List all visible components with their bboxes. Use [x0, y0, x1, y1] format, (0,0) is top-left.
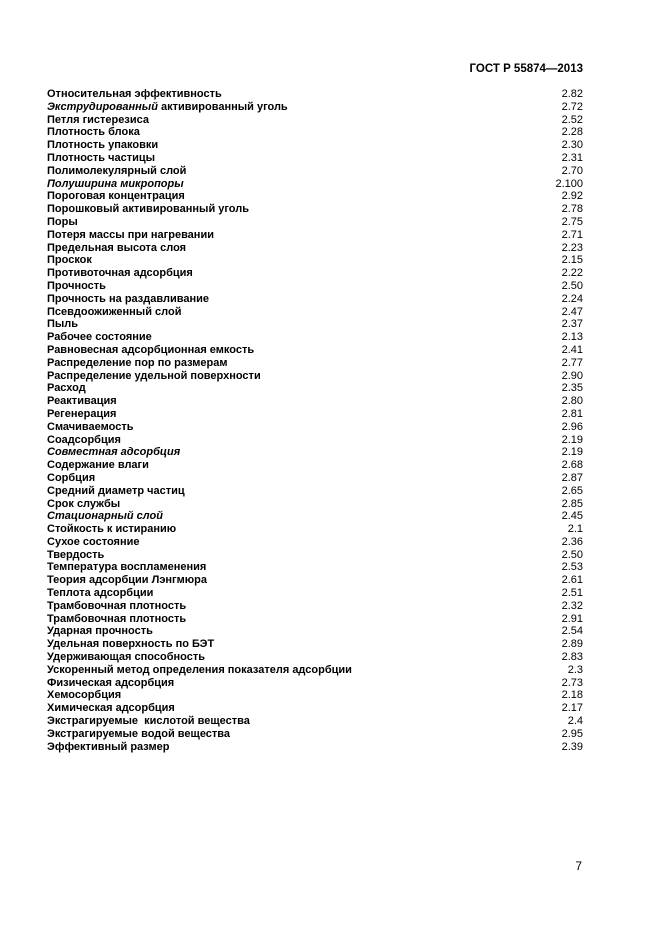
- index-ref-number: 2.92: [561, 190, 583, 203]
- index-ref-number: 2.19: [561, 446, 583, 459]
- index-term: [47, 421, 133, 434]
- index-ref-number: 2.50: [561, 279, 583, 292]
- index-term: [47, 331, 152, 344]
- index-term-text: Предельная высота слоя: [47, 241, 187, 254]
- index-entry: [47, 434, 583, 447]
- index-term-text: Пороговая концентрация: [47, 190, 185, 203]
- index-ref-number: 2.68: [561, 459, 583, 472]
- index-term: [47, 689, 121, 702]
- index-term-text: Содержание влаги: [47, 459, 149, 472]
- index-term-text: Распределение пор по размерам: [47, 356, 228, 369]
- index-entry: [47, 638, 583, 651]
- index-term: [47, 101, 288, 114]
- index-entry: [47, 561, 583, 574]
- index-term: [47, 229, 214, 242]
- index-term: [47, 434, 121, 447]
- index-ref-number: 2.100: [555, 177, 583, 190]
- index-term-text: Физическая адсорбция: [47, 676, 175, 689]
- index-entry: [47, 344, 583, 357]
- index-term-text: Трамбовочная плотность: [47, 612, 187, 625]
- index-term-text: Прочность на раздавливание: [47, 292, 209, 305]
- index-term: [47, 549, 104, 562]
- index-term-text: Распределение удельной поверхности: [47, 369, 261, 382]
- index-entry: [47, 280, 583, 293]
- index-entry: [47, 600, 583, 613]
- index-term: [47, 254, 92, 267]
- index-entry: [47, 178, 583, 191]
- index-term-text: Срок службы: [47, 497, 121, 510]
- index-entry: [47, 574, 583, 587]
- index-entry: [47, 306, 583, 319]
- index-entry: [47, 408, 583, 421]
- index-entry: [47, 267, 583, 280]
- index-entry: [47, 216, 583, 229]
- index-term: [47, 88, 222, 101]
- index-term: [47, 485, 185, 498]
- index-term: [47, 523, 176, 536]
- index-ref-number: 2.89: [561, 638, 583, 651]
- index-entry: [47, 625, 583, 638]
- index-term: [47, 344, 254, 357]
- index-entry: [47, 651, 583, 664]
- index-term-text: Экстрагируемые водой вещества: [47, 727, 231, 740]
- index-ref-number: 2.81: [561, 407, 583, 420]
- document-code: ГОСТ Р 55874—2013: [469, 63, 583, 75]
- index-term: [47, 318, 78, 331]
- index-term: [47, 498, 120, 511]
- index-entry: [47, 382, 583, 395]
- index-term-text: Ударная прочность: [47, 625, 153, 638]
- index-term: [47, 267, 193, 280]
- index-ref-number: 2.61: [561, 574, 583, 587]
- index-term: [47, 126, 140, 139]
- index-ref-number: 2.95: [561, 727, 583, 740]
- index-term: [47, 139, 158, 152]
- index-term-text: Плотность блока: [47, 126, 140, 139]
- index-term: [47, 677, 174, 690]
- index-entry: [47, 702, 583, 715]
- index-ref-number: 2.73: [561, 676, 583, 689]
- index-term-text: Противоточная адсорбция: [47, 267, 193, 280]
- index-term: [47, 600, 186, 613]
- index-entry: [47, 318, 583, 331]
- index-ref-number: 2.91: [561, 612, 583, 625]
- index-term-text: Ускоренный метод определения показателя адсорбции: [47, 663, 352, 676]
- index-ref-number: 2.72: [561, 100, 583, 113]
- index-ref-number: 2.78: [561, 203, 583, 216]
- index-entry: [47, 536, 583, 549]
- index-ref-number: 2.96: [561, 420, 583, 433]
- index-ref-number: 2.18: [561, 689, 583, 702]
- index-term: [47, 190, 185, 203]
- index-term: [47, 165, 186, 178]
- index-term-text: Хемосорбция: [47, 689, 122, 702]
- index-entry: [47, 446, 583, 459]
- index-term-text: Полимолекулярный слой: [47, 164, 187, 177]
- index-term-text: Рабочее состояние: [47, 331, 152, 344]
- index-term: [47, 395, 117, 408]
- index-term-text: Трамбовочная плотность: [47, 599, 187, 612]
- index-entry: [47, 523, 583, 536]
- index-entry: [47, 229, 583, 242]
- index-entry: [47, 485, 583, 498]
- index-term: [47, 382, 86, 395]
- index-term: [47, 587, 153, 600]
- index-term-text: Потеря массы при нагревании: [47, 228, 214, 241]
- index-term: [47, 408, 116, 421]
- index-term-text: Стойкость к истиранию: [47, 523, 177, 536]
- index-entry: [47, 357, 583, 370]
- index-term-text: Плотность упаковки: [47, 139, 159, 152]
- index-entry: [47, 613, 583, 626]
- index-entry: [47, 254, 583, 267]
- index-term: [47, 638, 214, 651]
- index-term: [47, 178, 184, 191]
- index-term: [47, 114, 149, 127]
- index-entry: [47, 370, 583, 383]
- index-ref-number: 2.82: [561, 88, 583, 100]
- index-entry: [47, 472, 583, 485]
- index-ref-number: 2.22: [561, 267, 583, 280]
- index-ref-number: 2.54: [561, 625, 583, 638]
- index-ref-number: 2.37: [561, 318, 583, 331]
- index-entry: [47, 88, 583, 101]
- index-term: [47, 459, 149, 472]
- index-entry: [47, 331, 583, 344]
- index-entry: [47, 587, 583, 600]
- index-term-text: Твердость: [47, 548, 105, 561]
- index-ref-number: 2.80: [561, 395, 583, 408]
- index-ref-number: 2.4: [567, 715, 583, 728]
- index-term-text: Химическая адсорбция: [47, 702, 175, 715]
- index-term: [47, 625, 153, 638]
- index-ref-number: 2.19: [561, 433, 583, 446]
- index-term-italic: Стационарный слой: [47, 510, 163, 523]
- index-entry: [47, 689, 583, 702]
- index-ref-number: 2.70: [561, 164, 583, 177]
- index-term-text: Сорбция: [47, 471, 96, 484]
- index-entry: [47, 114, 583, 127]
- index-ref-number: 2.52: [561, 113, 583, 126]
- index-term: [47, 203, 249, 216]
- index-term-text: Теория адсорбции Лэнгмюра: [47, 574, 207, 587]
- index-ref-number: 2.32: [561, 599, 583, 612]
- index-entry: [47, 498, 583, 511]
- index-entry: [47, 203, 583, 216]
- index-entry: [47, 101, 583, 114]
- index-ref-number: 2.75: [561, 215, 583, 228]
- index-ref-number: 2.31: [561, 151, 583, 164]
- index-entry: [47, 741, 583, 754]
- index-term-text: Сухое состояние: [47, 535, 140, 548]
- index-entry: [47, 421, 583, 434]
- index-term: [47, 613, 186, 626]
- index-term: [47, 728, 230, 741]
- index-term-text: Теплота адсорбции: [47, 587, 154, 600]
- index-ref-number: 2.83: [561, 651, 583, 664]
- index-entry: [47, 126, 583, 139]
- index-term-text: Смачиваемость: [47, 420, 134, 433]
- index-ref-number: 2.90: [561, 369, 583, 382]
- index-term: [47, 715, 250, 728]
- index-ref-number: 2.39: [561, 740, 583, 753]
- index-term: [47, 664, 352, 677]
- index-term-text: Относительная эффективность: [47, 88, 222, 100]
- index-ref-number: 2.65: [561, 484, 583, 497]
- index-ref-number: 2.45: [561, 510, 583, 523]
- index-term: [47, 306, 181, 319]
- index-term: [47, 216, 78, 229]
- index-ref-number: 2.35: [561, 382, 583, 395]
- index-term: [47, 370, 261, 383]
- index-term-text: Равновесная адсорбционная емкость: [47, 343, 255, 356]
- term-index-list: [47, 88, 583, 753]
- index-term-italic: Совместная адсорбция: [47, 446, 181, 459]
- index-term-text: Соадсорбция: [47, 433, 121, 446]
- index-term-text: Температура воспламенения: [47, 561, 207, 574]
- index-term-text: Удельная поверхность по БЭТ: [47, 638, 215, 651]
- index-ref-number: 2.85: [561, 497, 583, 510]
- index-entry: [47, 152, 583, 165]
- index-ref-number: 2.50: [561, 548, 583, 561]
- index-entry: [47, 165, 583, 178]
- index-term-text: Пыль: [47, 318, 79, 331]
- index-ref-number: 2.23: [561, 241, 583, 254]
- index-entry: [47, 395, 583, 408]
- index-term: [47, 280, 106, 293]
- index-entry: [47, 549, 583, 562]
- index-term-text: Поры: [47, 215, 78, 228]
- index-term-text: активированный уголь: [157, 100, 288, 113]
- index-term-italic: Полуширина микропоры: [47, 177, 184, 190]
- index-term: [47, 242, 186, 255]
- index-ref-number: 2.28: [561, 126, 583, 139]
- index-ref-number: 2.30: [561, 139, 583, 152]
- page-number: 7: [575, 859, 582, 873]
- index-term: [47, 510, 163, 523]
- index-ref-number: 2.77: [561, 356, 583, 369]
- index-term: [47, 574, 207, 587]
- index-entry: [47, 728, 583, 741]
- index-term: [47, 152, 155, 165]
- index-term-text: Псевдоожиженный слой: [47, 305, 182, 318]
- index-term-italic: Экструдированный: [47, 100, 158, 113]
- index-entry: [47, 190, 583, 203]
- index-ref-number: 2.47: [561, 305, 583, 318]
- index-ref-number: 2.13: [561, 331, 583, 344]
- index-term-text: Регенерация: [47, 407, 117, 420]
- index-term-text: Эффективный размер: [47, 740, 170, 753]
- index-ref-number: 2.3: [567, 663, 583, 676]
- index-term-text: Проскок: [47, 254, 92, 267]
- index-term: [47, 293, 209, 306]
- index-entry: [47, 664, 583, 677]
- index-entry: [47, 242, 583, 255]
- index-term: [47, 702, 175, 715]
- index-entry: [47, 715, 583, 728]
- index-ref-number: 2.17: [561, 702, 583, 715]
- index-term-text: Порошковый активированный уголь: [47, 203, 250, 216]
- index-term: [47, 536, 140, 549]
- index-term-text: Петля гистерезиса: [47, 113, 149, 126]
- index-term: [47, 446, 180, 459]
- index-ref-number: 2.51: [561, 587, 583, 600]
- index-term: [47, 357, 228, 370]
- index-term: [47, 472, 95, 485]
- index-term: [47, 651, 205, 664]
- index-term-text: Прочность: [47, 279, 106, 292]
- index-entry: [47, 459, 583, 472]
- index-entry: [47, 677, 583, 690]
- index-ref-number: 2.71: [561, 228, 583, 241]
- index-ref-number: 2.87: [561, 471, 583, 484]
- index-term-text: Экстрагируемые кислотой вещества: [47, 715, 250, 728]
- index-term-text: Плотность частицы: [47, 151, 156, 164]
- index-term: [47, 561, 206, 574]
- index-term-text: Расход: [47, 382, 86, 395]
- index-ref-number: 2.36: [561, 535, 583, 548]
- index-term-text: Средний диаметр частиц: [47, 484, 185, 497]
- index-entry: [47, 139, 583, 152]
- index-entry: [47, 510, 583, 523]
- index-ref-number: 2.24: [561, 292, 583, 305]
- index-ref-number: 2.53: [561, 561, 583, 574]
- index-term-text: Удерживающая способность: [47, 651, 205, 664]
- index-ref-number: 2.15: [561, 254, 583, 267]
- index-ref-number: 2.1: [567, 523, 583, 536]
- index-entry: [47, 293, 583, 306]
- index-term: [47, 741, 169, 754]
- index-ref-number: 2.41: [561, 343, 583, 356]
- index-term-text: Реактивация: [47, 395, 117, 408]
